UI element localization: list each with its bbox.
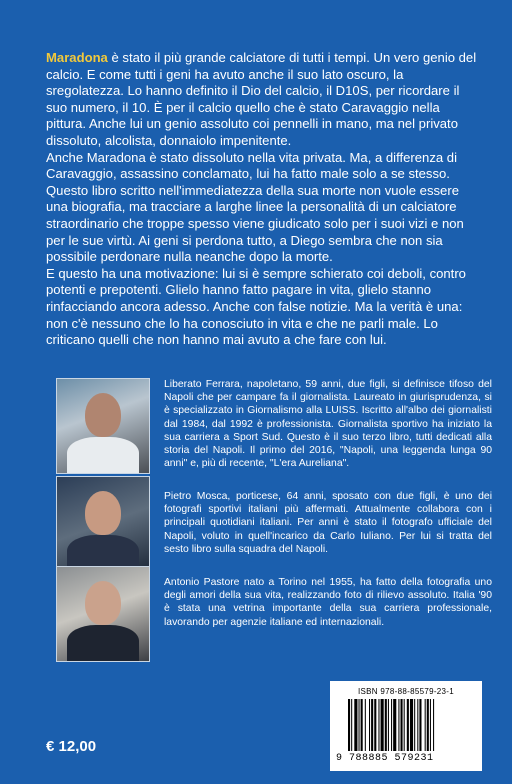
author-bio-ferrara — [56, 378, 492, 474]
blurb-p1-text: è stato il più grande calciatore di tutti i tempi. Un vero genio del calcio. E come tutti i geni ha avuto anche il suo lato oscuro, la sregolatezza. Lo hanno definito il Dio del calcio, il D10S, per ricordare il suo numero, il 10. È per il calcio quello che è stato Caravaggio nella pittura. Anche lui un genio assoluto coi pennelli in mano, ma nel privato dissoluto, alcolista, donnaiolo impenitente. — [46, 50, 477, 148]
barcode-panel — [330, 681, 482, 771]
bio-text-ferrara: Liberato Ferrara, napoletano, 59 anni, due figli, si definisce tifoso del Napoli che per campare fa il giornalista. Laureato in giurisprudenza, si è specializzato in Giornalismo alla LUISS. Iscritto all'albo dei giornalisti dal 1984, dal 1992 è professionista. Giornalista sportivo ha iniziato la sua carriera a Sport Sud. Questo è il suo terzo libro, tutti dedicati alla storia del Napoli. Il primo del 2016, "Napoli, una leggenda lunga 90 anni" e, più di recente, "L'era Aureliana". — [164, 379, 492, 470]
author-bio-mosca — [56, 476, 492, 572]
blurb-paragraph-2: Anche Maradona è stato dissoluto nella vita privata. Ma, a differenza di Caravaggio, assassino conclamato, lui ha fatto male solo a se stesso. Questo libro scritto nell'immediatezza della sua morte non vuole essere una biografia, ma tracciare a larghe linee la personalità di un calciatore straordinario che troppe spesso viene giudicato solo per i suoi vizi e non per le sue virtù. Ai geni si perdona tutto, a Diego sembra che non sia possibile perdonare nulla neanche dopo la morte. — [46, 149, 464, 265]
author-photo-mosca — [56, 476, 150, 572]
blurb-paragraph-1 — [46, 50, 482, 150]
isbn-label: ISBN 978-88-85579-23-1 — [358, 687, 454, 696]
bio-text-mosca: Pietro Mosca, porticese, 64 anni, sposato con due figli, è uno dei fotografi sportivi italiani più affermati. Attualmente collabora con i principali quotidiani italiani. Per anni è stato il fotografo ufficiale del Napoli, voluto in quell'incarico da Carlo Iuliano. Per lui si tratta del sesto libro sulla squadra del Napoli. — [164, 491, 492, 555]
barcode-bars — [348, 699, 470, 751]
author-photo-pastore — [56, 566, 150, 662]
highlight-maradona: Maradona — [46, 50, 108, 65]
back-cover-blurb — [46, 50, 482, 349]
barcode-digits: 9 788885 579231 — [336, 753, 434, 764]
author-photo-ferrara — [56, 378, 150, 474]
price-label: € 12,00 — [46, 738, 97, 755]
author-bio-pastore — [56, 566, 492, 662]
blurb-paragraph-3: E questo ha una motivazione: lui si è sempre schierato coi deboli, contro potenti e prepotenti. Glielo hanno fatto pagare in vita, glielo stanno rinfacciando ancora adesso. Anche con false notizie. Ma la verità è una: non c'è nessuno che lo ha conosciuto in vita e che ne parli male. Lo criticano quelli che non hanno mai avuto a che fare con lui. — [46, 265, 466, 348]
bio-text-pastore: Antonio Pastore nato a Torino nel 1955, ha fatto della fotografia uno degli amori della sua vita, realizzando foto di rilievo assoluto. Italia '90 è stata una vetrina importante della sua carriera professionale, lavorando per agenzie italiane ed internazionali. — [164, 577, 492, 628]
